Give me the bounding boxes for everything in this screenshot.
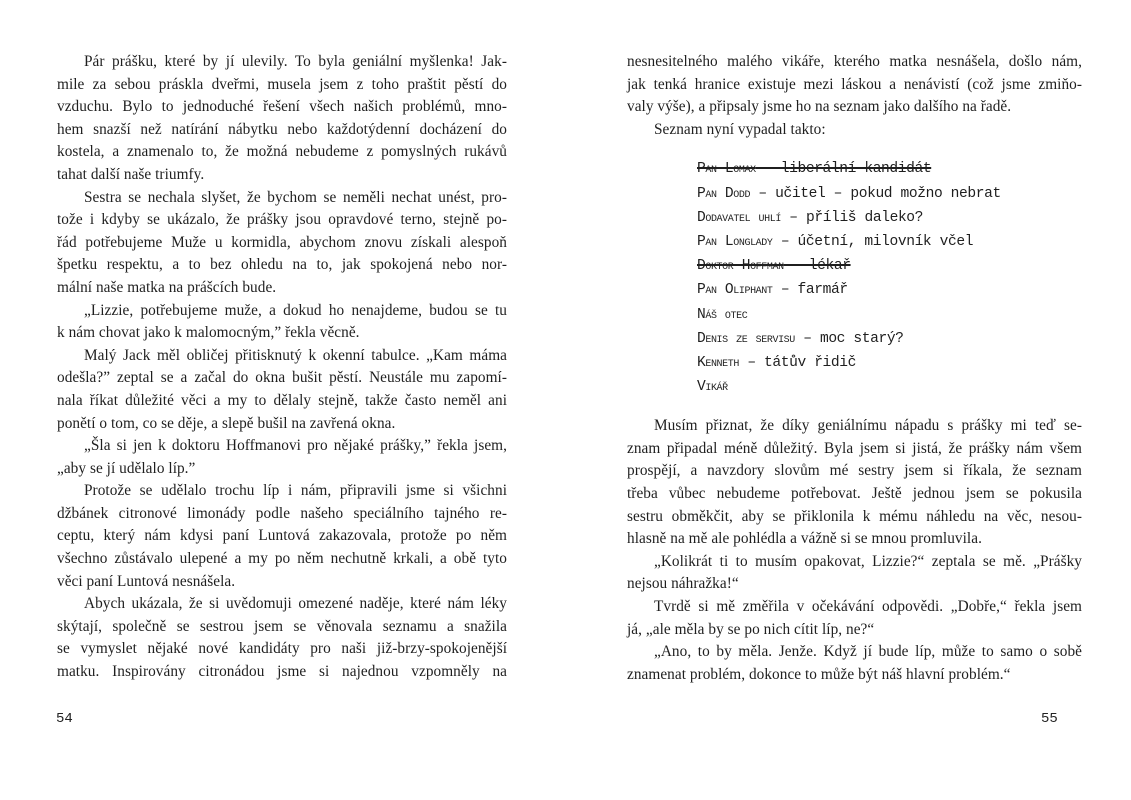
paragraph — [57, 345, 507, 435]
candidate-name: Dodavatel uhlí — [697, 209, 781, 226]
text-line: jak tenká hranice existuje mezi láskou a nenávistí (což jsme zmiňo- — [627, 75, 1082, 93]
text-line: věci paní Luntová nesnášela. — [57, 572, 236, 590]
text-line: prospějí, a navzdory slovům mé sestry jsem si říkala, že seznam — [627, 462, 1082, 480]
text-line: k nám chovat jako k malomocným,” řekla věcně. — [57, 324, 360, 342]
text-line: kostela, a znamenalo to, že možná nebudeme z pomyslných rukávů — [57, 143, 507, 161]
text-line: odešla?” zeptal se a začal do okna bušit pěstí. Neustále mu zapomí- — [57, 369, 507, 387]
text-line: ponětí o tom, co se děje, a slepě bušil na zavřená okna. — [57, 414, 396, 432]
list-item — [697, 206, 1082, 230]
text-line: všechno zůstávalo ulepené a my po něm nechutně krkali, a obě tyto — [57, 550, 507, 568]
text-line: „Šla si jen k doktoru Hoffmanovi pro nějaké prášky,” řekla jsem, — [84, 437, 507, 455]
list-item — [697, 230, 1082, 254]
page-number-right: 55 — [1041, 711, 1058, 727]
text-line: špetku respektu, a to bez ohledu na to, jak spokojená nebo nor- — [57, 256, 507, 274]
text-line: řád potřebujeme Muže u kormidla, abychom znovu získali alespoň — [57, 233, 507, 251]
candidate-name: Pan Longlady — [697, 233, 773, 250]
list-item — [697, 182, 1082, 206]
candidate-desc: – lékař — [783, 258, 851, 275]
text-line: třeba vůbec nebudeme potřebovat. Ještě jednou jsem se pokusila — [627, 485, 1082, 503]
candidate-name: Pan Oliphant — [697, 282, 773, 299]
text-line: nala říkat důležité věci a my to dělaly stejně, takže často neměl ani — [57, 391, 507, 409]
candidate-name: Vikář — [697, 379, 728, 396]
candidate-desc: – farmář — [772, 282, 848, 299]
page-right — [627, 51, 1082, 686]
text-line: „aby se jí udělalo líp.” — [57, 459, 196, 477]
text-line: znamenat problém, dokonce to může být náš hlavní problém.“ — [627, 665, 1011, 683]
text-line: znam připadal méně důležitý. Byla jsem si jistá, že prášky nám všem — [627, 439, 1082, 457]
text-line: tahat další naše triumfy. — [57, 165, 205, 183]
text-line: mile za sebou práskla dveřmi, musela jsem z toho praštit pěstí do — [57, 75, 507, 93]
list-item — [697, 254, 1082, 278]
paragraph — [57, 435, 507, 480]
text-line: Pár prášku, které by jí ulevily. To byla geniální myšlenka! Jak- — [84, 53, 507, 70]
list-item — [697, 157, 1082, 181]
paragraph — [627, 415, 1082, 551]
list-item — [697, 375, 1082, 399]
page-right-text-bottom — [627, 415, 1082, 686]
list-item — [697, 351, 1082, 375]
text-line: hlasně na mě ale pohlédla a vážně si se mnou promluvila. — [627, 530, 982, 548]
paragraph — [57, 187, 507, 300]
text-line: Malý Jack měl obličej přitisknutý k okenní tabulce. „Kam máma — [84, 346, 507, 364]
text-line: matku. Inspirovány citronádou jsme si najednou vzpomněly na — [57, 663, 507, 681]
candidate-desc: – tátův řidič — [738, 354, 856, 371]
text-line: Seznam nyní vypadal takto: — [654, 120, 826, 138]
text-line: ceptu, který nám kdysi paní Luntová zakazovala, protože po něm — [57, 527, 507, 545]
text-line: Sestra se nechala slyšet, že bychom se neměli nechat unést, pro- — [84, 188, 507, 206]
candidate-name: Pan Dodd — [697, 185, 751, 202]
candidate-name: Doktor Hoffman — [697, 258, 784, 275]
paragraph — [627, 641, 1082, 686]
candidate-name: Denis ze servisu — [697, 330, 795, 347]
candidate-list — [697, 157, 1082, 399]
candidate-desc: – účetní, milovník včel — [772, 233, 974, 250]
text-line: vzduchu. Bylo to jednoduché řešení všech našich problémů, mno- — [57, 98, 507, 116]
text-line: Musím přiznat, že díky geniálnímu nápadu s prášky mi teď se- — [654, 417, 1082, 435]
text-line: sestru obměkčit, aby se přiklonila k mému náhledu na věc, nesou- — [627, 507, 1082, 525]
text-line: Abych ukázala, že si uvědomuji omezené naděje, které nám léky — [84, 595, 507, 613]
text-line: skýtají, společně se sestrou jsem se věnovala seznamu a snažila — [57, 617, 507, 635]
page-number-left: 54 — [56, 711, 73, 727]
candidate-name: Kenneth — [697, 354, 739, 371]
candidate-desc: – učitel – pokud možno nebrat — [750, 185, 1001, 202]
text-line: Tvrdě si mě změřila v očekávání odpovědi. „Dobře,“ řekla jsem — [654, 598, 1082, 615]
candidate-desc: – liberální kandidát — [755, 161, 932, 178]
text-line: se vymyslet nějaké nové kandidáty pro naši již-brzy-spokojenější — [57, 640, 507, 658]
candidate-desc: – příliš daleko? — [780, 209, 924, 226]
text-line: tože i kdyby se ukázalo, že prášky jsou opravdové terno, stejně po- — [57, 211, 507, 229]
paragraph — [57, 51, 507, 187]
candidate-desc: – moc starý? — [794, 330, 904, 347]
page-left-text — [57, 51, 507, 684]
text-line: „Kolikrát ti to musím opakovat, Lizzie?“ zeptala se mě. „Prášky — [654, 552, 1082, 570]
paragraph — [57, 480, 507, 593]
text-line: džbánek citronové limonády podle našeho speciálního tajného re- — [57, 504, 507, 522]
text-line: Protože se udělalo trochu líp i nám, připravili jsme si všichni — [84, 482, 507, 500]
list-item — [697, 303, 1082, 327]
page-left — [57, 51, 507, 684]
paragraph — [57, 300, 507, 345]
text-line: „Ano, to by měla. Jenže. Když jí bude líp, může to samo o sobě — [654, 643, 1082, 661]
text-line: já, „ale měla by se po nich cítit líp, ne?“ — [627, 620, 875, 638]
page-right-text-top — [627, 51, 1082, 141]
text-line: nesnesitelného malého vikáře, kterého matka nesnášela, došlo nám, — [627, 53, 1082, 70]
paragraph — [627, 51, 1082, 119]
text-line: mální naše matka na prášcích bude. — [57, 278, 277, 296]
text-line: nejsou náhražka!“ — [627, 575, 739, 593]
text-line: „Lizzie, potřebujeme muže, a dokud ho nenajdeme, budou se tu — [84, 301, 507, 319]
text-line: valy výše), a připsaly jsme ho na seznam jako dalšího na řadě. — [627, 98, 1012, 116]
candidate-name: Pan Lomax — [697, 161, 756, 178]
candidate-name: Náš otec — [697, 306, 748, 323]
list-item — [697, 278, 1082, 302]
paragraph — [57, 593, 507, 683]
text-line: hem snazší než natírání nábytku nebo každotýdenní docházení do — [57, 120, 507, 138]
paragraph — [627, 551, 1082, 596]
paragraph — [627, 596, 1082, 641]
paragraph — [627, 119, 1082, 142]
list-item — [697, 327, 1082, 351]
